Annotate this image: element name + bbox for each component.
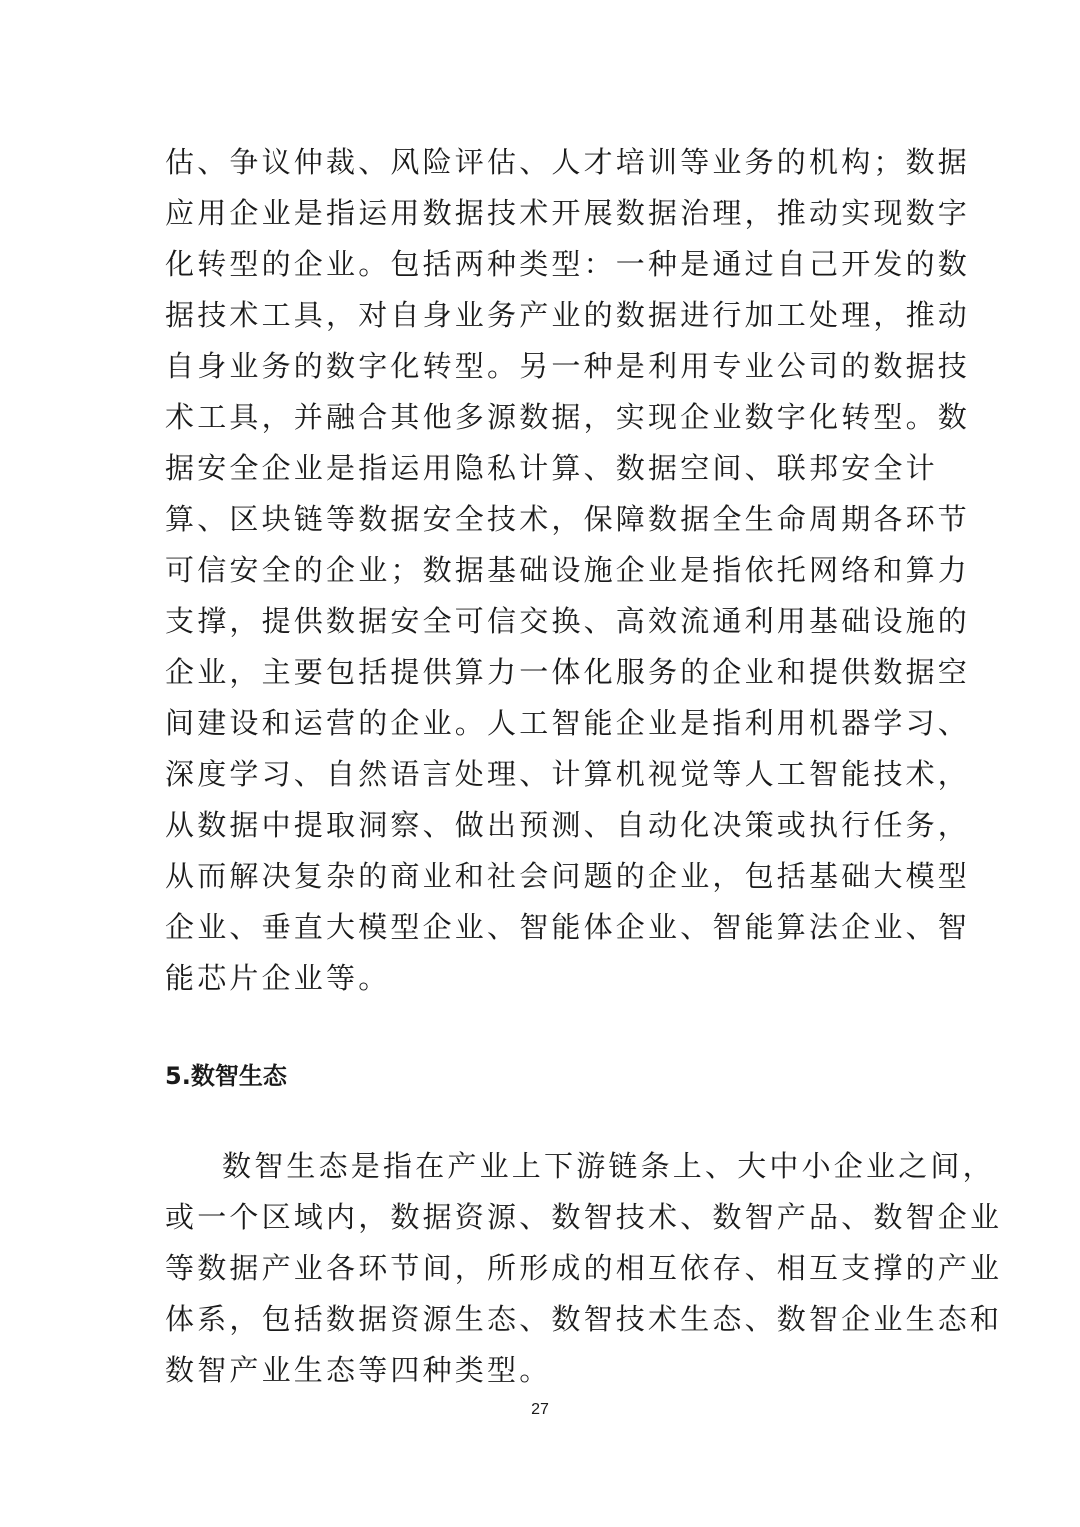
paragraph-1-line: 据安全企业是指运用隐私计算、数据空间、联邦安全计 [165,451,938,485]
paragraph-1-line: 术工具，并融合其他多源数据，实现企业数字化转型。数 [165,400,971,434]
paragraph-1-line: 间建设和运营的企业。人工智能企业是指利用机器学习、 [165,706,971,740]
page-number: 27 [531,1401,549,1418]
paragraph-1-line: 企业、垂直大模型企业、智能体企业、智能算法企业、智 [165,910,971,944]
paragraph-2-line: 数智产业生态等四种类型。 [165,1353,552,1387]
paragraph-2-line: 或一个区域内，数据资源、数智技术、数智产品、数智企业 [165,1200,1003,1234]
paragraph-1-line: 可信安全的企业；数据基础设施企业是指依托网络和算力 [165,553,971,587]
section-heading: 5.数智生态 [165,1062,287,1090]
paragraph-2-line: 数智生态是指在产业上下游链条上、大中小企业之间， [222,1149,995,1183]
paragraph-1-line: 估、争议仲裁、风险评估、人才培训等业务的机构；数据 [165,145,971,179]
paragraph-1-line: 从数据中提取洞察、做出预测、自动化决策或执行任务， [165,808,971,842]
paragraph-1-line: 应用企业是指运用数据技术开展数据治理，推动实现数字 [165,196,971,230]
paragraph-1-line: 算、区块链等数据安全技术，保障数据全生命周期各环节 [165,502,971,536]
paragraph-1-line: 深度学习、自然语言处理、计算机视觉等人工智能技术， [165,757,971,791]
paragraph-2-line: 等数据产业各环节间，所形成的相互依存、相互支撑的产业 [165,1251,1003,1285]
paragraph-1-line: 能芯片企业等。 [165,961,391,995]
paragraph-1-line: 企业，主要包括提供算力一体化服务的企业和提供数据空 [165,655,971,689]
paragraph-1-line: 从而解决复杂的商业和社会问题的企业，包括基础大模型 [165,859,971,893]
paragraph-1-line: 据技术工具，对自身业务产业的数据进行加工处理，推动 [165,298,971,332]
paragraph-1-line: 支撑，提供数据安全可信交换、高效流通利用基础设施的 [165,604,971,638]
paragraph-1-line: 自身业务的数字化转型。另一种是利用专业公司的数据技 [165,349,971,383]
paragraph-1-line: 化转型的企业。包括两种类型：一种是通过自己开发的数 [165,247,971,281]
paragraph-2-line: 体系，包括数据资源生态、数智技术生态、数智企业生态和 [165,1302,1003,1336]
